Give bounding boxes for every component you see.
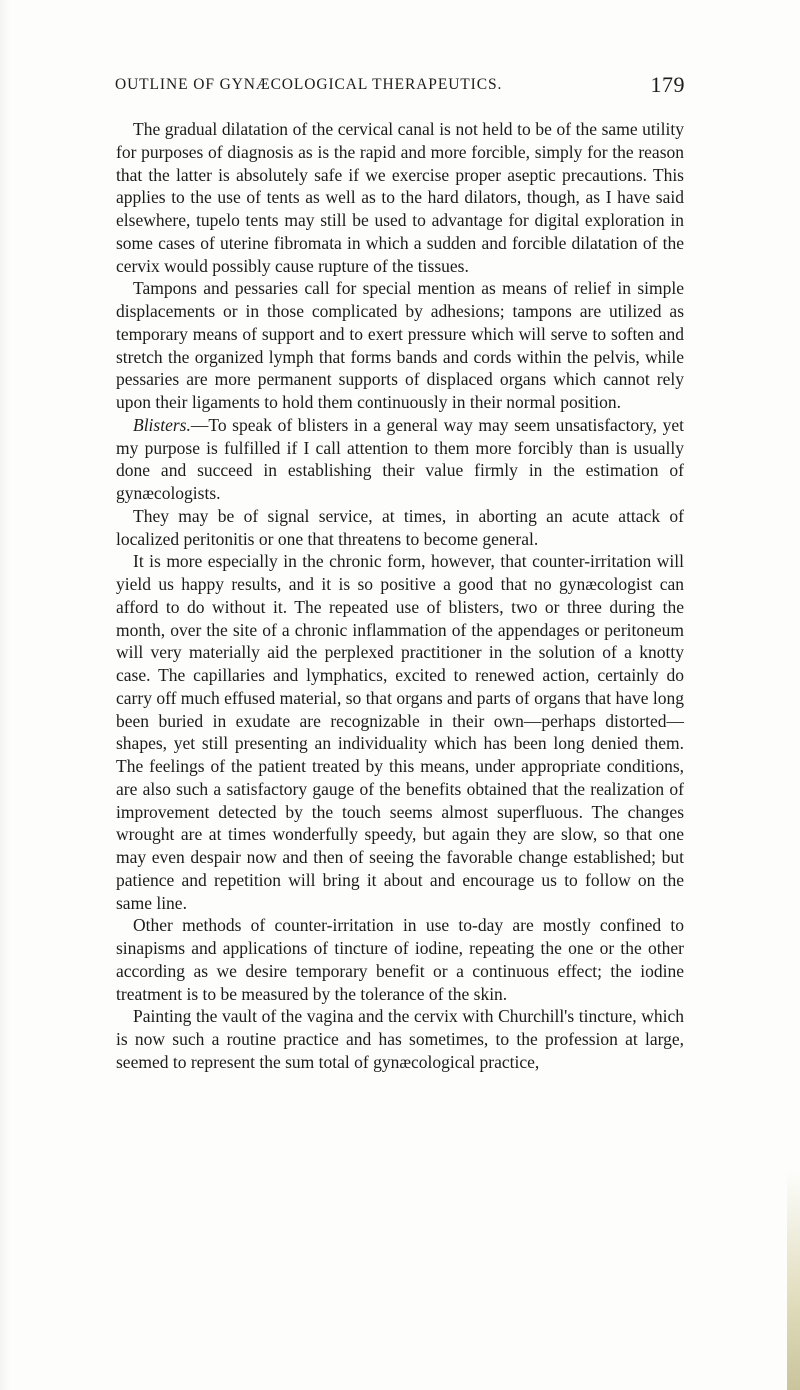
page-gutter-shadow bbox=[0, 0, 10, 1390]
paragraph-signal-service bbox=[116, 505, 684, 551]
paragraph-chronic-form bbox=[116, 550, 684, 914]
paragraph-text: Painting the vault of the vagina and the cervix with Churchill's tincture, which is now such a routine practice and has sometimes, to the profession at large, seemed to represent the sum total of gynæcological practice, bbox=[116, 1006, 684, 1072]
paragraph-blisters bbox=[116, 414, 684, 505]
paragraph-text: Other methods of counter-irritation in use to-day are mostly confined to sinapisms and applications of tincture of iodine, repeating the one or the other according as we desire temporary benefit or a continuous effect; the iodine treatment is to be measured by the tolerance of the skin. bbox=[116, 915, 684, 1004]
paragraph-dilatation bbox=[116, 118, 684, 277]
section-lead-blisters: Blisters. bbox=[133, 414, 191, 435]
page-edge-stain bbox=[787, 1170, 800, 1390]
paragraph-text: Tampons and pessaries call for special mention as means of relief in simple displacements or in those complicated by adhesions; tampons are utilized as temporary means of support and to exert pressure which will serve to soften and stretch the organized lymph that forms bands and cords within the pelvis, while pessaries are more permanent supports of displaced organs which cannot rely upon their ligaments to hold them continuously in their normal position. bbox=[116, 278, 684, 412]
page-number: 179 bbox=[650, 72, 685, 97]
running-title: OUTLINE OF GYNÆCOLOGICAL THERAPEUTICS. bbox=[115, 76, 503, 93]
paragraph-text: They may be of signal service, at times, in aborting an acute attack of localized peritonitis or one that threatens to become general. bbox=[116, 505, 684, 549]
paragraph-text: It is more especially in the chronic form, however, that counter-irritation will yield us happy results, and it is so positive a good that no gynæcologist can afford to do without it. The repeated use of blisters, two or three during the month, over the site of a chronic inflammation of the appendages or peritoneum will very materially aid the perplexed practitioner in the solution of a knotty case. The capillaries and lymphatics, excited to renewed action, certainly do carry off much effused material, so that organs and parts of organs that have long been buried in exudate are recognizable in their own—perhaps distorted—shapes, yet still presenting an individuality which has been long denied them. The feelings of the patient treated by this means, under appropriate conditions, are also such a satisfactory gauge of the benefits obtained that the realization of improvement detected by the touch seems almost superfluous. The changes wrought are at times wonderfully speedy, but again they are slow, so that one may even despair now and then of seeing the favorable change established; but patience and repetition will bring it about and encourage us to follow on the same line. bbox=[116, 551, 684, 913]
paragraph-tampons bbox=[116, 277, 684, 414]
paragraph-text: —To speak of blisters in a general way may seem unsatisfactory, yet my purpose is fulfilled if I call attention to them more forcibly than is usually done and succeed in establishing their value firmly in the estimation of gynæcologists. bbox=[116, 414, 684, 503]
running-head bbox=[115, 72, 685, 102]
paragraph-painting bbox=[116, 1005, 684, 1073]
paragraph-other-methods bbox=[116, 914, 684, 1005]
body-text bbox=[116, 118, 684, 1074]
paragraph-text: The gradual dilatation of the cervical canal is not held to be of the same utility for purposes of diagnosis as is the rapid and more forcible, simply for the reason that the latter is absolutely safe if we exercise proper aseptic precautions. This applies to the use of tents as well as to the hard dilators, though, as I have said elsewhere, tupelo tents may still be used to advantage for digital exploration in some cases of uterine fibromata in which a sudden and forcible dilatation of the cervix would possibly cause rupture of the tissues. bbox=[116, 119, 684, 276]
